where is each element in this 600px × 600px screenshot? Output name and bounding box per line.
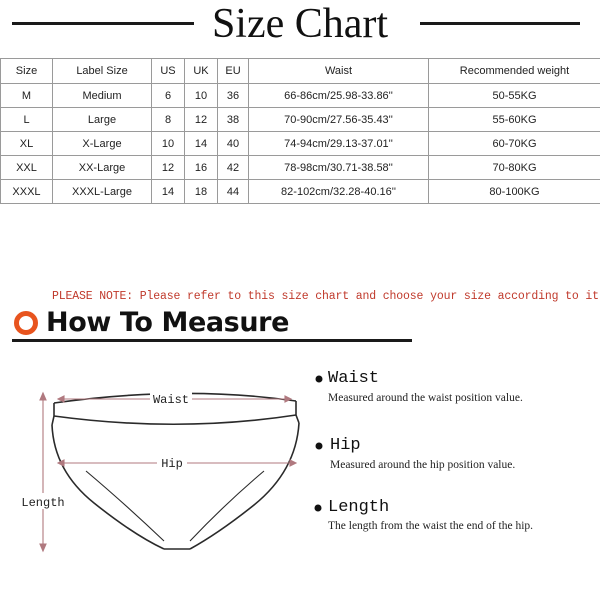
column-header: EU <box>218 59 249 84</box>
table-row <box>1 84 600 108</box>
table-cell: XL <box>1 132 53 156</box>
waist-description: Measured around the waist position value. <box>328 392 523 404</box>
table-cell: XXXL <box>1 180 53 204</box>
table-cell: L <box>1 108 53 132</box>
table-cell: 42 <box>218 156 249 180</box>
table-row <box>1 156 600 180</box>
table-cell: 36 <box>218 84 249 108</box>
bullet-dot-icon <box>314 374 324 384</box>
hip-label: Hip <box>161 457 183 471</box>
table-cell: 80-100KG <box>429 180 600 204</box>
column-header: Recommended weight <box>429 59 600 84</box>
waist-label: Waist <box>152 393 190 407</box>
column-header: Label Size <box>53 59 152 84</box>
hip-heading: Hip <box>330 436 361 455</box>
table-row <box>1 180 600 204</box>
waist-arrow-left <box>58 396 64 402</box>
garment-right-side <box>190 423 299 549</box>
table-cell: XXXL-Large <box>53 180 152 204</box>
column-header: US <box>152 59 185 84</box>
page-title: Size Chart <box>211 1 389 47</box>
title-rule-right <box>420 22 580 25</box>
table-cell: 16 <box>185 156 218 180</box>
column-header: Size <box>1 59 53 84</box>
table-cell: 70-80KG <box>429 156 600 180</box>
length-label: Length <box>21 496 65 510</box>
table-cell: 6 <box>152 84 185 108</box>
length-arrow-bottom <box>40 544 46 551</box>
bullet-dot-icon <box>314 441 324 451</box>
table-cell: 10 <box>185 84 218 108</box>
table-cell: 12 <box>152 156 185 180</box>
table-header-row <box>1 59 600 84</box>
section-rule <box>12 339 412 342</box>
table-cell: M <box>1 84 53 108</box>
length-arrow-top <box>40 393 46 400</box>
measure-diagram <box>14 363 314 558</box>
bullet-dot-icon <box>313 503 323 513</box>
table-cell: 82-102cm/32.28-40.16'' <box>249 180 429 204</box>
ring-icon <box>13 310 39 336</box>
hip-description: Measured around the hip position value. <box>330 459 516 471</box>
column-header: Waist <box>249 59 429 84</box>
table-cell: 10 <box>152 132 185 156</box>
table-cell: 70-90cm/27.56-35.43'' <box>249 108 429 132</box>
table-cell: 8 <box>152 108 185 132</box>
table-cell: 78-98cm/30.71-38.58'' <box>249 156 429 180</box>
hip-arrow-right <box>290 460 296 466</box>
table-cell: 50-55KG <box>429 84 600 108</box>
garment-waistband-bottom <box>54 415 296 424</box>
table-cell: 12 <box>185 108 218 132</box>
table-row <box>1 108 600 132</box>
table-cell: 40 <box>218 132 249 156</box>
garment-left-edge <box>52 403 54 425</box>
size-note: PLEASE NOTE: Please refer to this size chart and choose your size according to it <box>52 290 599 303</box>
garment-right-edge <box>296 401 299 423</box>
table-cell: 60-70KG <box>429 132 600 156</box>
length-description: The length from the waist the end of the hip. <box>328 520 534 532</box>
table-cell: 74-94cm/29.13-37.01'' <box>249 132 429 156</box>
waist-arrow-right <box>285 396 291 402</box>
table-cell: 18 <box>185 180 218 204</box>
column-header: UK <box>185 59 218 84</box>
table-cell: 66-86cm/25.98-33.86'' <box>249 84 429 108</box>
table-cell: 14 <box>152 180 185 204</box>
table-row <box>1 132 600 156</box>
length-heading: Length <box>328 498 390 517</box>
table-cell: 38 <box>218 108 249 132</box>
table-cell: XX-Large <box>53 156 152 180</box>
table-cell: Large <box>53 108 152 132</box>
table-cell: XXL <box>1 156 53 180</box>
waist-heading: Waist <box>328 369 380 388</box>
size-table <box>0 58 600 204</box>
table-cell: X-Large <box>53 132 152 156</box>
section-title: How To Measure <box>46 307 289 338</box>
table-cell: Medium <box>53 84 152 108</box>
hip-arrow-left <box>58 460 64 466</box>
table-cell: 14 <box>185 132 218 156</box>
table-cell: 44 <box>218 180 249 204</box>
table-cell: 55-60KG <box>429 108 600 132</box>
garment-left-side <box>52 425 164 549</box>
